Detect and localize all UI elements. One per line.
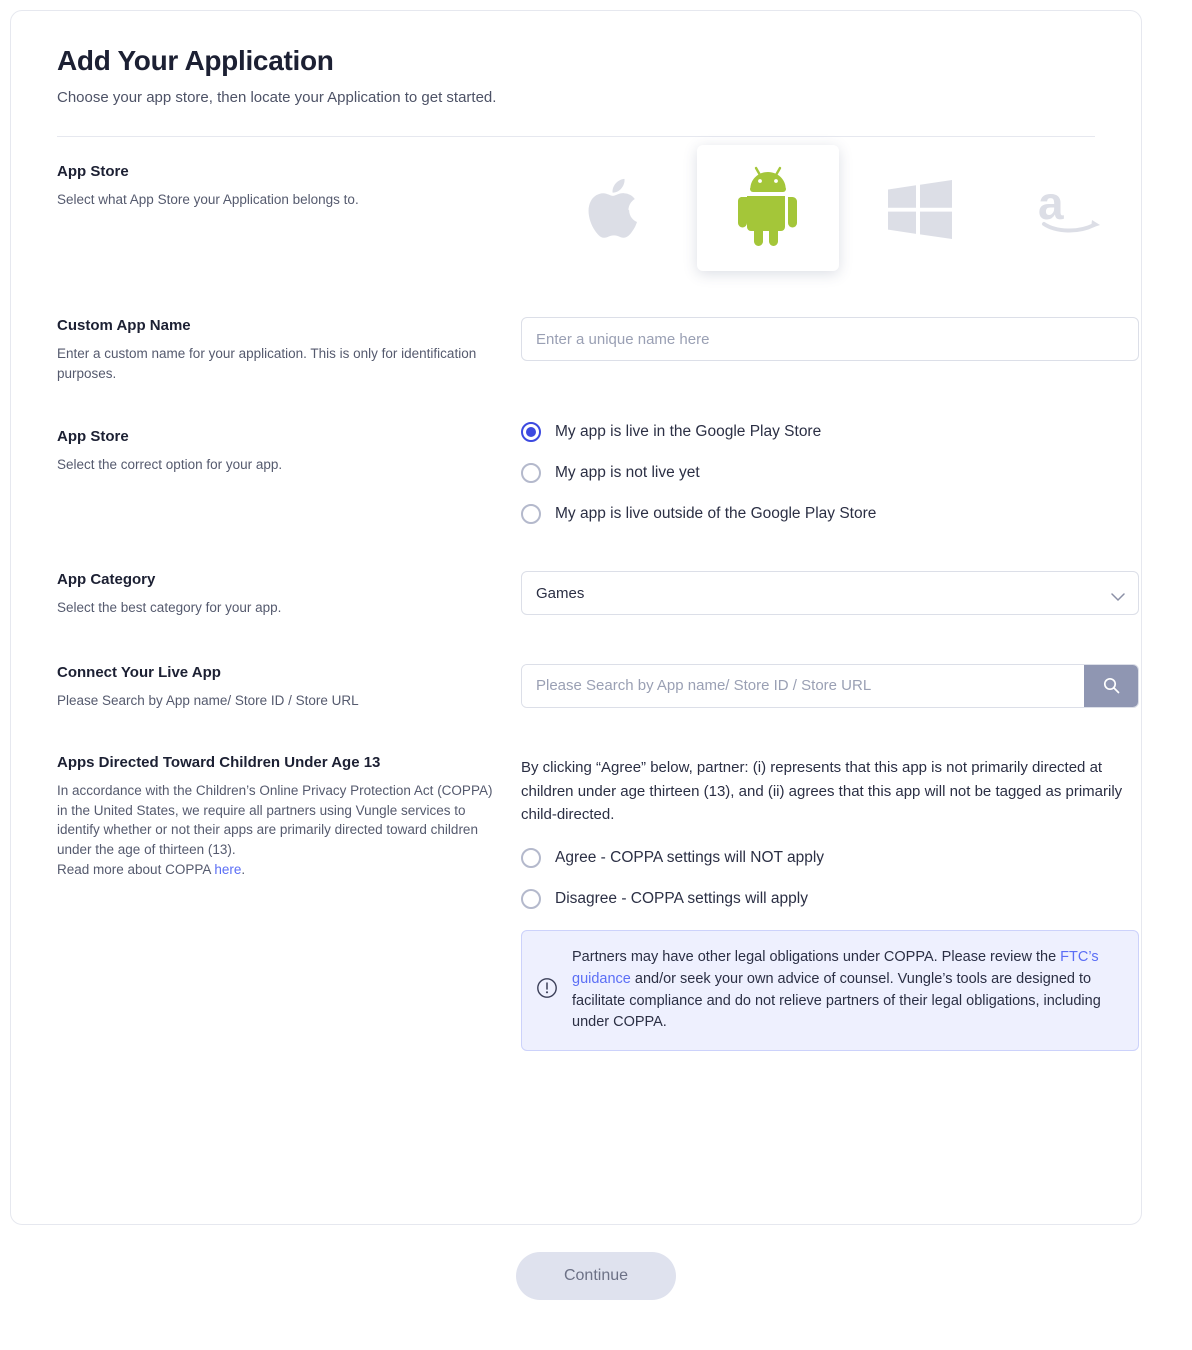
app-store-status-row [57,423,1095,545]
radio-app-live-outside-google-play[interactable] [521,504,1095,524]
page-subtitle: Choose your app store, then locate your Application to get started. [57,89,497,106]
coppa-notice-after: and/or seek your own advice of counsel. Vungle’s tools are designed to facilitate compliance and do not relieve partners of their legal obligations, including under COPPA. [572,970,1101,1031]
radio-app-live-google-play[interactable] [521,422,1095,442]
store-tile-amazon[interactable] [1001,145,1143,271]
coppa-read-more-suffix: . [241,861,246,877]
ftc-guidance-link[interactable]: FTC’s guidance [572,949,1099,987]
apple-icon [585,171,647,245]
radio-label: Disagree - COPPA settings will apply [555,890,808,907]
custom-app-name-label: Custom App Name [57,317,191,334]
custom-app-name-description: Enter a custom name for your application. This is only for identification purposes. [57,346,477,381]
windows-icon [884,177,956,239]
header-divider [57,136,1095,137]
svg-text:a: a [1038,179,1064,229]
app-store-label: App Store [57,163,129,180]
radio-label: My app is live in the Google Play Store [555,423,822,441]
radio-indicator [521,463,541,483]
app-category-description: Select the best category for your app. [57,600,282,616]
connect-live-app-description: Please Search by App name/ Store ID / Store URL [57,692,359,708]
coppa-agreement-text: By clicking “Agree” below, partner: (i) represents that this app is not primarily directed at children under age thirteen (13), and (ii) agrees that this app will not be tagged as primarily child-directed. [521,759,1123,823]
radio-app-not-live[interactable] [521,463,1095,483]
store-tile-android[interactable] [697,145,839,271]
coppa-read-more [57,860,497,880]
connect-live-app-row [57,664,1095,711]
store-tile-apple[interactable] [545,145,687,271]
coppa-description: In accordance with the Children’s Online Privacy Protection Act (COPPA) in the United States, we require all partners using Vungle services to identify whether or not their apps are primarily directed toward children under the age of thirteen (13). [57,783,493,857]
search-icon [1103,677,1120,694]
coppa-read-more-prefix: Read more about COPPA [57,861,215,877]
app-store-picker-row [57,163,1095,271]
app-search-button[interactable] [1084,665,1138,707]
app-store-description: Select what App Store your Application belongs to. [57,192,359,207]
radio-label: My app is live outside of the Google Play Store [555,505,877,523]
radio-coppa-agree[interactable] [521,848,1139,868]
amazon-icon [1032,179,1112,237]
radio-indicator [521,848,541,868]
android-icon [730,166,806,250]
coppa-label: Apps Directed Toward Children Under Age 13 [57,754,381,772]
app-store-status-description: Select the correct option for your app. [57,457,283,473]
app-category-value: Games [536,584,585,602]
info-circle-icon [536,977,558,1004]
radio-coppa-disagree[interactable] [521,889,1139,909]
continue-button[interactable]: Continue [516,1252,676,1300]
radio-indicator [521,889,541,909]
page-title: Add Your Application [57,45,334,76]
radio-label: My app is not live yet [555,464,700,482]
coppa-notice [521,930,1139,1051]
store-tiles [545,145,1143,271]
coppa-notice-text [572,947,1120,1034]
app-category-label: App Category [57,571,156,589]
footer-actions [0,1252,1192,1300]
coppa-row [57,754,1123,1051]
custom-app-name-input[interactable] [521,317,1139,361]
custom-app-name-row [57,317,1095,383]
radio-indicator [521,422,541,442]
radio-label: Agree - COPPA settings will NOT apply [555,849,825,866]
radio-indicator [521,504,541,524]
store-tile-windows[interactable] [849,145,991,271]
app-store-status-label: App Store [57,428,129,446]
add-application-card [10,10,1142,1225]
app-category-row [57,571,1095,618]
app-search-input[interactable] [522,665,1084,707]
app-category-select[interactable] [521,571,1139,615]
coppa-read-more-link[interactable]: here [214,861,242,877]
connect-live-app-label: Connect Your Live App [57,663,221,681]
coppa-notice-before: Partners may have other legal obligations under COPPA. Please review the [572,949,1061,965]
